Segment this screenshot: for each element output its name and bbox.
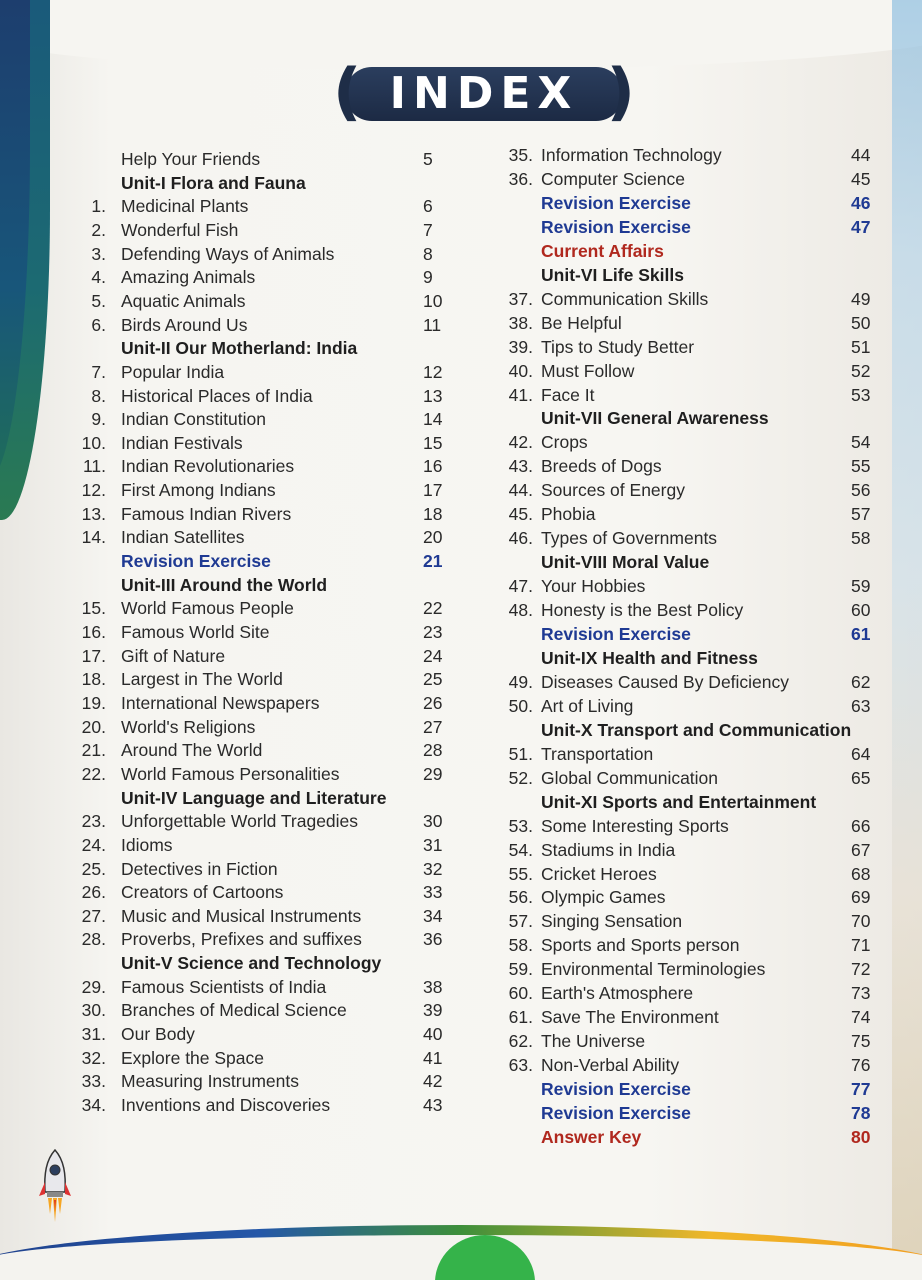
entry-title: Famous Indian Rivers bbox=[121, 503, 292, 524]
entry-number: 12. bbox=[81, 480, 106, 501]
entry-page-number: 38 bbox=[423, 976, 443, 997]
entry-number: 52. bbox=[508, 767, 533, 788]
entry-title: International Newspapers bbox=[121, 692, 320, 713]
entry-title: Communication Skills bbox=[541, 288, 709, 309]
index-entry bbox=[0, 407, 922, 431]
index-entry bbox=[0, 743, 922, 767]
index-entry bbox=[0, 767, 922, 791]
entry-page-number: 26 bbox=[423, 692, 443, 713]
entry-number: 37. bbox=[508, 288, 533, 309]
revision-heading: Revision Exercise bbox=[541, 1079, 691, 1100]
entry-page-number: 39 bbox=[423, 1000, 443, 1021]
entry-title: Largest in The World bbox=[121, 669, 283, 690]
index-entry bbox=[0, 503, 922, 527]
entry-title: Transportation bbox=[541, 743, 654, 764]
entry-title: Honesty is the Best Policy bbox=[541, 600, 744, 621]
unit-heading: Unit-VIII Moral Value bbox=[541, 552, 710, 573]
index-entry bbox=[0, 168, 922, 192]
entry-page-number: 16 bbox=[423, 456, 443, 477]
entry-number: 57. bbox=[508, 911, 533, 932]
entry-number: 21. bbox=[81, 740, 106, 761]
page-title: INDEX bbox=[389, 68, 579, 119]
entry-title: Sources of Energy bbox=[541, 480, 685, 501]
revision-heading: Revision Exercise bbox=[541, 192, 691, 213]
entry-title: Around The World bbox=[121, 740, 263, 761]
entry-number: 30. bbox=[81, 1000, 106, 1021]
entry-page-number: 58 bbox=[851, 528, 871, 549]
entry-title: Unforgettable World Tragedies bbox=[121, 811, 359, 832]
entry-number: 32. bbox=[81, 1047, 106, 1068]
entry-page-number: 41 bbox=[423, 1047, 443, 1068]
entry-page-number: 66 bbox=[851, 815, 871, 836]
entry-page-number: 59 bbox=[851, 576, 871, 597]
index-entry bbox=[0, 1102, 922, 1126]
entry-number: 46. bbox=[508, 528, 533, 549]
entry-page-number: 5 bbox=[423, 149, 433, 169]
entry-title: Our Body bbox=[121, 1024, 195, 1045]
entry-title: Historical Places of India bbox=[121, 385, 313, 406]
entry-page-number: 36 bbox=[423, 929, 443, 950]
unit-heading: Unit-I Flora and Fauna bbox=[121, 172, 306, 193]
entry-number: 3. bbox=[91, 243, 106, 264]
entry-title: Indian Revolutionaries bbox=[121, 456, 295, 477]
entry-title: Amazing Animals bbox=[121, 267, 256, 288]
entry-page-number: 22 bbox=[423, 598, 443, 619]
entry-title: First Among Indians bbox=[121, 480, 276, 501]
entry-title: Be Helpful bbox=[541, 312, 622, 333]
entry-page-number: 28 bbox=[423, 740, 443, 761]
entry-title: Global Communication bbox=[541, 767, 719, 788]
entry-number: 54. bbox=[508, 839, 533, 860]
revision-heading: Revision Exercise bbox=[541, 624, 691, 644]
index-entry bbox=[0, 791, 922, 815]
entry-page-number: 63 bbox=[851, 695, 871, 716]
top-wave-mask bbox=[0, 0, 922, 70]
entry-number: 10. bbox=[81, 432, 106, 453]
index-entry bbox=[0, 1126, 922, 1150]
entry-number: 24. bbox=[81, 834, 106, 855]
entry-page-number: 44 bbox=[851, 145, 871, 165]
entry-title: Save The Environment bbox=[541, 1007, 719, 1028]
entry-page-number: 62 bbox=[851, 671, 871, 692]
entry-number: 55. bbox=[508, 863, 533, 884]
unit-heading: Unit-VII General Awareness bbox=[541, 408, 769, 429]
entry-number: 27. bbox=[81, 905, 106, 926]
unit-heading: Unit-VI Life Skills bbox=[541, 264, 684, 285]
entry-title: Medicinal Plants bbox=[121, 196, 249, 217]
entry-number: 60. bbox=[508, 983, 533, 1004]
index-entry bbox=[0, 312, 922, 336]
entry-title: Famous Scientists of India bbox=[121, 976, 327, 997]
entry-page-number: 68 bbox=[851, 863, 871, 884]
index-entry bbox=[0, 934, 922, 958]
entry-page-number: 10 bbox=[423, 290, 443, 311]
index-entry bbox=[0, 1030, 922, 1054]
entry-number: 35. bbox=[508, 145, 533, 165]
entry-page-number: 56 bbox=[851, 480, 871, 501]
entry-page-number: 14 bbox=[423, 409, 443, 430]
entry-page-number: 78 bbox=[851, 1103, 871, 1123]
entry-title: Olympic Games bbox=[541, 887, 666, 908]
entry-page-number: 72 bbox=[851, 959, 871, 980]
entry-number: 43. bbox=[508, 456, 533, 477]
entry-page-number: 50 bbox=[851, 312, 871, 333]
entry-title: Music and Musical Instruments bbox=[121, 905, 362, 926]
entry-number: 26. bbox=[81, 882, 106, 903]
index-entry bbox=[0, 360, 922, 384]
entry-title: Aquatic Animals bbox=[121, 290, 246, 311]
index-entry bbox=[0, 479, 922, 503]
entry-page-number: 27 bbox=[423, 716, 443, 737]
entry-title: World Famous People bbox=[121, 598, 294, 619]
entry-title: Your Hobbies bbox=[541, 576, 646, 597]
entry-title: Environmental Terminologies bbox=[541, 959, 766, 980]
entry-title: Branches of Medical Science bbox=[121, 1000, 347, 1021]
entry-page-number: 31 bbox=[423, 834, 443, 855]
entry-title: Measuring Instruments bbox=[121, 1071, 299, 1092]
entry-title: Sports and Sports person bbox=[541, 935, 740, 956]
entry-title: The Universe bbox=[541, 1031, 646, 1052]
entry-number: 38. bbox=[508, 312, 533, 333]
index-entry bbox=[0, 982, 922, 1006]
entry-title: Crops bbox=[541, 432, 588, 453]
entry-page-number: 17 bbox=[423, 480, 443, 501]
unit-heading: Unit-III Around the World bbox=[121, 574, 328, 595]
entry-number: 50. bbox=[508, 695, 533, 716]
index-entry bbox=[0, 815, 922, 839]
entry-title: Indian Satellites bbox=[121, 527, 245, 548]
index-entry bbox=[0, 623, 922, 647]
index-entry bbox=[0, 288, 922, 312]
index-entry bbox=[0, 1054, 922, 1078]
entry-number: 8. bbox=[91, 385, 106, 406]
entry-page-number: 7 bbox=[423, 219, 433, 240]
entry-page-number: 30 bbox=[423, 811, 443, 832]
entry-page-number: 76 bbox=[851, 1055, 871, 1076]
entry-title: Art of Living bbox=[541, 695, 634, 716]
special-heading: Current Affairs bbox=[541, 240, 664, 261]
entry-title: Help Your Friends bbox=[121, 149, 261, 169]
entry-number: 47. bbox=[508, 576, 533, 597]
entry-title: Detectives in Fiction bbox=[121, 858, 278, 879]
entry-page-number: 43 bbox=[423, 1095, 443, 1115]
index-entry bbox=[0, 144, 922, 168]
entry-number: 4. bbox=[91, 267, 106, 288]
entry-title: Cricket Heroes bbox=[541, 863, 657, 884]
entry-title: Must Follow bbox=[541, 360, 635, 381]
index-entry bbox=[0, 1006, 922, 1030]
unit-heading: Unit-IV Language and Literature bbox=[121, 787, 387, 808]
entry-title: Non-Verbal Ability bbox=[541, 1055, 680, 1076]
entry-page-number: 29 bbox=[423, 763, 443, 784]
index-entry bbox=[0, 910, 922, 934]
entry-page-number: 61 bbox=[851, 624, 871, 644]
entry-number: 63. bbox=[508, 1055, 533, 1076]
entry-number: 53. bbox=[508, 815, 533, 836]
entry-title: Explore the Space bbox=[121, 1047, 265, 1068]
entry-number: 48. bbox=[508, 600, 533, 621]
index-entry bbox=[0, 647, 922, 671]
revision-heading: Revision Exercise bbox=[121, 551, 271, 572]
index-entry bbox=[0, 240, 922, 264]
entry-title: Birds Around Us bbox=[121, 314, 248, 335]
entry-title: Proverbs, Prefixes and suffixes bbox=[121, 929, 362, 950]
index-entry bbox=[0, 695, 922, 719]
entry-page-number: 71 bbox=[851, 935, 871, 956]
entry-title: Creators of Cartoons bbox=[121, 882, 284, 903]
entry-number: 18. bbox=[81, 669, 106, 690]
entry-title: Diseases Caused By Deficiency bbox=[541, 671, 790, 692]
entry-page-number: 20 bbox=[423, 527, 443, 548]
index-entry bbox=[0, 863, 922, 887]
entry-number: 31. bbox=[81, 1024, 106, 1045]
entry-page-number: 42 bbox=[423, 1071, 443, 1092]
entry-number: 36. bbox=[508, 168, 533, 189]
index-entry bbox=[0, 958, 922, 982]
unit-heading: Unit-II Our Motherland: India bbox=[121, 338, 358, 359]
entry-page-number: 34 bbox=[423, 905, 443, 926]
unit-heading: Unit-X Transport and Communication bbox=[541, 719, 852, 740]
entry-number: 17. bbox=[81, 645, 106, 666]
entry-number: 34. bbox=[81, 1095, 106, 1115]
entry-number: 5. bbox=[91, 290, 106, 311]
entry-page-number: 69 bbox=[851, 887, 871, 908]
entry-page-number: 13 bbox=[423, 385, 443, 406]
entry-title: Information Technology bbox=[541, 145, 722, 165]
unit-heading: Unit-V Science and Technology bbox=[121, 953, 382, 974]
entry-page-number: 53 bbox=[851, 384, 871, 405]
entry-page-number: 33 bbox=[423, 882, 443, 903]
index-entry bbox=[0, 551, 922, 575]
entry-number: 15. bbox=[81, 598, 106, 619]
entry-page-number: 77 bbox=[851, 1079, 871, 1100]
entry-title: Singing Sensation bbox=[541, 911, 683, 932]
entry-page-number: 73 bbox=[851, 983, 871, 1004]
unit-heading: Unit-IX Health and Fitness bbox=[541, 647, 758, 668]
entry-title: Stadiums in India bbox=[541, 839, 676, 860]
entry-title: Wonderful Fish bbox=[121, 219, 239, 240]
entry-page-number: 6 bbox=[423, 196, 433, 217]
entry-number: 1. bbox=[91, 196, 106, 217]
entry-page-number: 46 bbox=[851, 192, 871, 213]
entry-number: 58. bbox=[508, 935, 533, 956]
entry-number: 9. bbox=[91, 409, 106, 430]
index-entry bbox=[0, 671, 922, 695]
entry-page-number: 40 bbox=[423, 1024, 443, 1045]
entry-number: 62. bbox=[508, 1031, 533, 1052]
index-entry bbox=[0, 719, 922, 743]
entry-number: 19. bbox=[81, 692, 106, 713]
index-entry bbox=[0, 839, 922, 863]
entry-number: 2. bbox=[91, 219, 106, 240]
entry-number: 59. bbox=[508, 959, 533, 980]
index-entry bbox=[0, 431, 922, 455]
index-entry bbox=[0, 384, 922, 408]
entry-number: 25. bbox=[81, 858, 106, 879]
index-entry bbox=[0, 1078, 922, 1102]
entry-number: 49. bbox=[508, 671, 533, 692]
entry-title: Face It bbox=[541, 384, 595, 405]
entry-page-number: 15 bbox=[423, 432, 443, 453]
revision-heading: Revision Exercise bbox=[541, 216, 691, 237]
entry-title: Inventions and Discoveries bbox=[121, 1095, 331, 1115]
entry-page-number: 47 bbox=[851, 216, 871, 237]
entry-number: 39. bbox=[508, 336, 533, 357]
entry-page-number: 70 bbox=[851, 911, 871, 932]
entry-title: Famous World Site bbox=[121, 622, 270, 642]
entry-number: 44. bbox=[508, 480, 533, 501]
entry-number: 41. bbox=[508, 384, 533, 405]
entry-page-number: 54 bbox=[851, 432, 871, 453]
entry-page-number: 65 bbox=[851, 767, 871, 788]
index-entry bbox=[0, 527, 922, 551]
entry-number: 29. bbox=[81, 976, 106, 997]
entry-page-number: 18 bbox=[423, 503, 443, 524]
index-entry bbox=[0, 575, 922, 599]
entry-title: Earth's Atmosphere bbox=[541, 983, 694, 1004]
entry-number: 45. bbox=[508, 504, 533, 525]
entry-number: 20. bbox=[81, 716, 106, 737]
index-entry bbox=[0, 886, 922, 910]
index-entry bbox=[0, 192, 922, 216]
entry-number: 56. bbox=[508, 887, 533, 908]
entry-title: Idioms bbox=[121, 834, 173, 855]
entry-page-number: 60 bbox=[851, 600, 871, 621]
entry-page-number: 12 bbox=[423, 361, 443, 382]
entry-page-number: 24 bbox=[423, 645, 443, 666]
entry-title: Indian Festivals bbox=[121, 432, 243, 453]
index-entry bbox=[0, 599, 922, 623]
entry-title: Gift of Nature bbox=[121, 645, 226, 666]
entry-title: World's Religions bbox=[121, 716, 256, 737]
entry-title: Defending Ways of Animals bbox=[121, 243, 335, 264]
entry-page-number: 74 bbox=[851, 1007, 871, 1028]
entry-page-number: 45 bbox=[851, 168, 871, 189]
revision-heading: Revision Exercise bbox=[541, 1103, 691, 1123]
entry-number: 42. bbox=[508, 432, 533, 453]
entry-number: 6. bbox=[91, 314, 106, 335]
entry-number: 11. bbox=[82, 456, 106, 477]
entry-number: 28. bbox=[81, 929, 106, 950]
entry-number: 23. bbox=[81, 811, 106, 832]
entry-page-number: 64 bbox=[851, 743, 871, 764]
entry-title: Tips to Study Better bbox=[541, 336, 695, 357]
entry-title: Popular India bbox=[121, 361, 225, 382]
index-title-banner bbox=[333, 55, 635, 128]
left-bracket-icon: ( bbox=[333, 55, 362, 128]
entry-title: Phobia bbox=[541, 504, 596, 525]
index-entry bbox=[0, 455, 922, 479]
entry-number: 51. bbox=[508, 743, 533, 764]
entry-number: 33. bbox=[81, 1071, 106, 1092]
entry-page-number: 51 bbox=[851, 336, 871, 357]
entry-page-number: 25 bbox=[423, 669, 443, 690]
entry-page-number: 9 bbox=[423, 267, 433, 288]
unit-heading: Unit-XI Sports and Entertainment bbox=[541, 791, 817, 812]
index-entry bbox=[0, 216, 922, 240]
entry-page-number: 8 bbox=[423, 243, 433, 264]
entry-page-number: 75 bbox=[851, 1031, 871, 1052]
index-entry bbox=[0, 264, 922, 288]
right-bracket-icon: ) bbox=[606, 55, 635, 128]
entry-page-number: 49 bbox=[851, 288, 871, 309]
entry-number: 7. bbox=[91, 361, 106, 382]
entry-title: Types of Governments bbox=[541, 528, 718, 549]
special-heading: Answer Key bbox=[541, 1126, 642, 1147]
index-entry bbox=[0, 336, 922, 360]
entry-title: World Famous Personalities bbox=[121, 763, 340, 784]
rocket-icon bbox=[38, 1148, 72, 1228]
entry-page-number: 21 bbox=[423, 551, 443, 572]
entry-title: Computer Science bbox=[541, 168, 685, 189]
entry-number: 61. bbox=[508, 1007, 533, 1028]
entry-title: Indian Constitution bbox=[121, 409, 266, 430]
entry-page-number: 32 bbox=[423, 858, 443, 879]
entry-number: 22. bbox=[81, 763, 106, 784]
entry-page-number: 55 bbox=[851, 456, 871, 477]
entry-number: 14. bbox=[81, 527, 106, 548]
entry-number: 40. bbox=[508, 360, 533, 381]
entry-page-number: 67 bbox=[851, 839, 871, 860]
entry-number: 13. bbox=[81, 503, 106, 524]
entry-title: Breeds of Dogs bbox=[541, 456, 662, 477]
entry-number: 16. bbox=[81, 622, 106, 642]
entry-page-number: 11 bbox=[423, 314, 442, 335]
entry-page-number: 57 bbox=[851, 504, 871, 525]
entry-page-number: 23 bbox=[423, 622, 443, 642]
entry-page-number: 52 bbox=[851, 360, 871, 381]
entry-title: Some Interesting Sports bbox=[541, 815, 729, 836]
entry-page-number: 80 bbox=[851, 1126, 871, 1147]
